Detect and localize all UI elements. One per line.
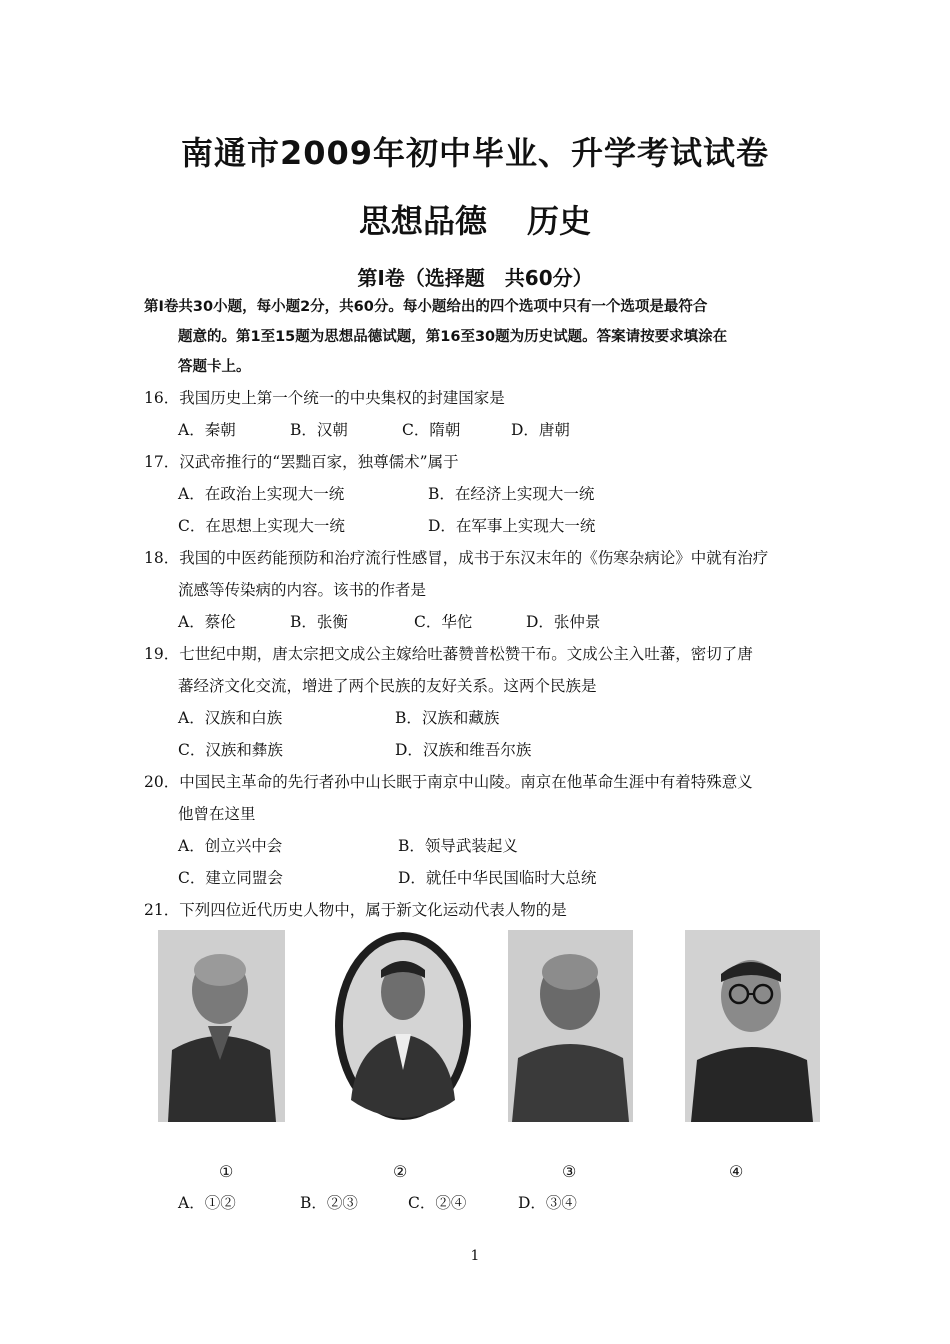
option: B．②③ bbox=[300, 1194, 358, 1212]
question-stem: 18．我国的中医药能预防和治疗流行性感冒，成书于东汉末年的《伤寒杂病论》中就有治疗 bbox=[144, 549, 769, 567]
question-stem: 21．下列四位近代历史人物中，属于新文化运动代表人物的是 bbox=[144, 901, 567, 919]
section-title: 第Ⅰ卷（选择题 共60分） bbox=[357, 266, 593, 290]
exam-title: 南通市2009年初中毕业、升学考试试卷 bbox=[180, 134, 770, 172]
subject-title bbox=[0, 196, 950, 242]
option: C．在思想上实现大一统 bbox=[178, 517, 345, 535]
portrait-4-image bbox=[685, 930, 820, 1122]
question-stem: 20．中国民主革命的先行者孙中山长眠于南京中山陵。南京在他革命生涯中有着特殊意义 bbox=[144, 773, 753, 791]
photo-label-1: ① bbox=[219, 1162, 234, 1181]
portrait-photo-3 bbox=[508, 930, 633, 1122]
question-stem: 16．我国历史上第一个统一的中央集权的封建国家是 bbox=[144, 389, 505, 407]
question-stem-cont: 蕃经济文化交流，增进了两个民族的友好关系。这两个民族是 bbox=[178, 677, 597, 695]
instruction-line: 答题卡上。 bbox=[178, 359, 251, 375]
option: C．隋朝 bbox=[402, 421, 461, 439]
option: B．汉族和藏族 bbox=[395, 709, 500, 727]
option: D．就任中华民国临时大总统 bbox=[398, 869, 597, 887]
option: A．在政治上实现大一统 bbox=[178, 485, 345, 503]
option: A．①② bbox=[178, 1194, 236, 1212]
portrait-photo-2 bbox=[333, 930, 473, 1122]
subject-b: 历史 bbox=[527, 202, 592, 240]
option: D．在军事上实现大一统 bbox=[428, 517, 596, 535]
option: B．汉朝 bbox=[290, 421, 348, 439]
option: C．华佗 bbox=[414, 613, 473, 631]
portrait-photo-4 bbox=[685, 930, 820, 1122]
photo-label-3: ③ bbox=[562, 1162, 577, 1181]
photo-label-2: ② bbox=[393, 1162, 408, 1181]
option: B．领导武装起义 bbox=[398, 837, 518, 855]
photo-label-4: ④ bbox=[729, 1162, 744, 1181]
option: D．张仲景 bbox=[526, 613, 601, 631]
instructions bbox=[144, 292, 819, 382]
page-number: 1 bbox=[470, 1248, 480, 1264]
option: D．③④ bbox=[518, 1194, 577, 1212]
option: D．汉族和维吾尔族 bbox=[395, 741, 532, 759]
option: C．汉族和彝族 bbox=[178, 741, 283, 759]
option: C．建立同盟会 bbox=[178, 869, 283, 887]
portrait-photo-1 bbox=[158, 930, 285, 1122]
option: B．在经济上实现大一统 bbox=[428, 485, 595, 503]
option: D．唐朝 bbox=[511, 421, 570, 439]
option: C．②④ bbox=[408, 1194, 467, 1212]
subject-a: 思想品德 bbox=[358, 202, 487, 240]
portrait-1-image bbox=[158, 930, 285, 1122]
question-stem: 17．汉武帝推行的“罢黜百家，独尊儒术”属于 bbox=[144, 453, 459, 471]
option: A．蔡伦 bbox=[178, 613, 236, 631]
instruction-line: 题意的。第1至15题为思想品德试题，第16至30题为历史试题。答案请按要求填涂在 bbox=[178, 329, 728, 345]
option: A．创立兴中会 bbox=[178, 837, 283, 855]
portrait-3-image bbox=[508, 930, 633, 1122]
option: A．秦朝 bbox=[178, 421, 236, 439]
question-stem-cont: 他曾在这里 bbox=[178, 805, 256, 823]
question-stem-cont: 流感等传染病的内容。该书的作者是 bbox=[178, 581, 427, 599]
portrait-2-image bbox=[333, 930, 473, 1122]
question-stem: 19．七世纪中期，唐太宗把文成公主嫁给吐蕃赞普松赞干布。文成公主入吐蕃，密切了唐 bbox=[144, 645, 753, 663]
option: B．张衡 bbox=[290, 613, 348, 631]
instruction-line: 第Ⅰ卷共30小题，每小题2分，共60分。每小题给出的四个选项中只有一个选项是最符合 bbox=[144, 299, 708, 315]
option: A．汉族和白族 bbox=[178, 709, 283, 727]
